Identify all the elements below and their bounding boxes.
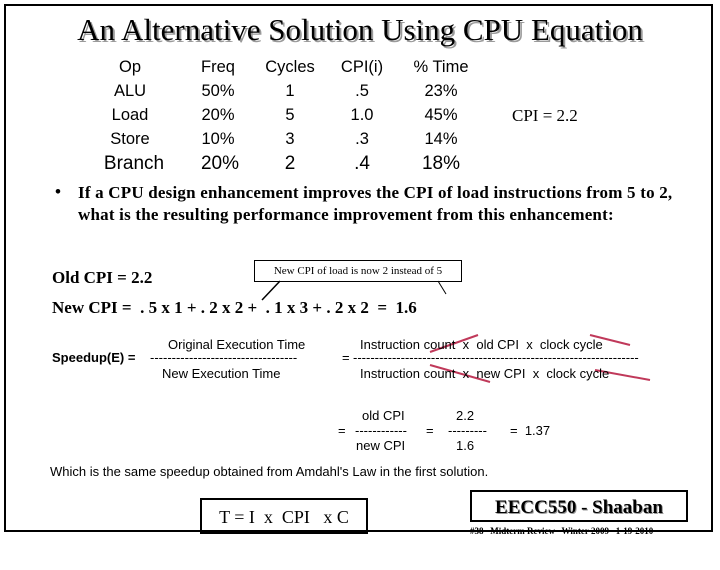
slide-title: An Alternative Solution Using CPU Equation (77, 12, 643, 47)
frac-equals-2: = (426, 423, 434, 438)
cell-time: 18% (421, 153, 461, 174)
right-numerator: Instruction count x old CPI x clock cycle (360, 337, 603, 352)
cell-cycles: 3 (285, 130, 295, 148)
cell-cpi: 1.0 (350, 106, 374, 124)
header-op: Op (118, 58, 141, 76)
cell-cpi: .5 (355, 82, 369, 100)
slide-footer: #38 Midterm Review Winter 2009 1-19-2010 (470, 526, 654, 536)
value-new: 1.6 (456, 438, 475, 453)
course-brand: EECC550 - Shaaban (470, 490, 688, 522)
bullet-marker: • (55, 182, 61, 201)
cell-op: ALU (113, 82, 147, 100)
speedup-label: Speedup(E) = (52, 350, 136, 365)
pointer-line (438, 281, 446, 294)
old-cpi: Old CPI = 2.2 (52, 268, 153, 287)
bullet-text: If a CPU design enhancement improves the CPI of load instructions from 5 to 2, what is the resulting performance improvement from this enhancement: (78, 183, 673, 224)
cell-cycles: 1 (285, 82, 295, 100)
cpi-total: CPI = 2.2 (512, 106, 578, 125)
cell-cpi: .4 (354, 153, 370, 174)
speedup-numerator: Original Execution Time (168, 337, 306, 352)
cell-time: 23% (424, 82, 458, 100)
cell-cpi: .3 (355, 130, 369, 148)
cell-freq: 50% (201, 82, 235, 100)
speedup-denominator: New Execution Time (162, 366, 281, 381)
header-freq: Freq (201, 58, 235, 76)
frac-new-cpi: new CPI (356, 438, 406, 453)
header-cycles: Cycles (265, 58, 315, 76)
speedup-equals: = (342, 350, 350, 365)
cell-time: 14% (424, 130, 458, 148)
header-time: % Time (413, 58, 469, 76)
cell-freq: 10% (201, 130, 235, 148)
header-cpi: CPI(i) (340, 58, 384, 76)
conclusion-text: Which is the same speedup obtained from Amdahl's Law in the first solution. (50, 464, 489, 479)
value-old: 2.2 (456, 408, 475, 423)
cell-cycles: 5 (285, 106, 295, 124)
frac-dash-2: --------- (448, 423, 487, 438)
right-dashes: ------------------------------------------------------------------ (353, 350, 639, 365)
frac-old-cpi: old CPI (362, 408, 405, 423)
speedup-result: = 1.37 (510, 423, 551, 438)
new-cpi: New CPI = . 5 x 1 + . 2 x 2 + . 1 x 3 + . 2 x 2 = 1.6 (52, 298, 417, 317)
speedup-dashes-left: ---------------------------------- (150, 350, 298, 365)
frac-dash-1: ------------ (355, 423, 407, 438)
note-box: New CPI of load is now 2 instead of 5 (254, 260, 462, 282)
cell-op: Load (111, 106, 149, 124)
frac-equals: = (338, 423, 346, 438)
right-denominator: Instruction count x new CPI x clock cycle (360, 366, 610, 381)
cell-time: 45% (424, 106, 458, 124)
formula-box: T = I x CPI x C (200, 498, 368, 534)
cell-freq: 20% (201, 106, 235, 124)
cell-freq: 20% (200, 153, 240, 174)
cell-op: Store (110, 130, 150, 148)
cell-op: Branch (103, 153, 165, 174)
cell-cycles: 2 (284, 153, 296, 174)
